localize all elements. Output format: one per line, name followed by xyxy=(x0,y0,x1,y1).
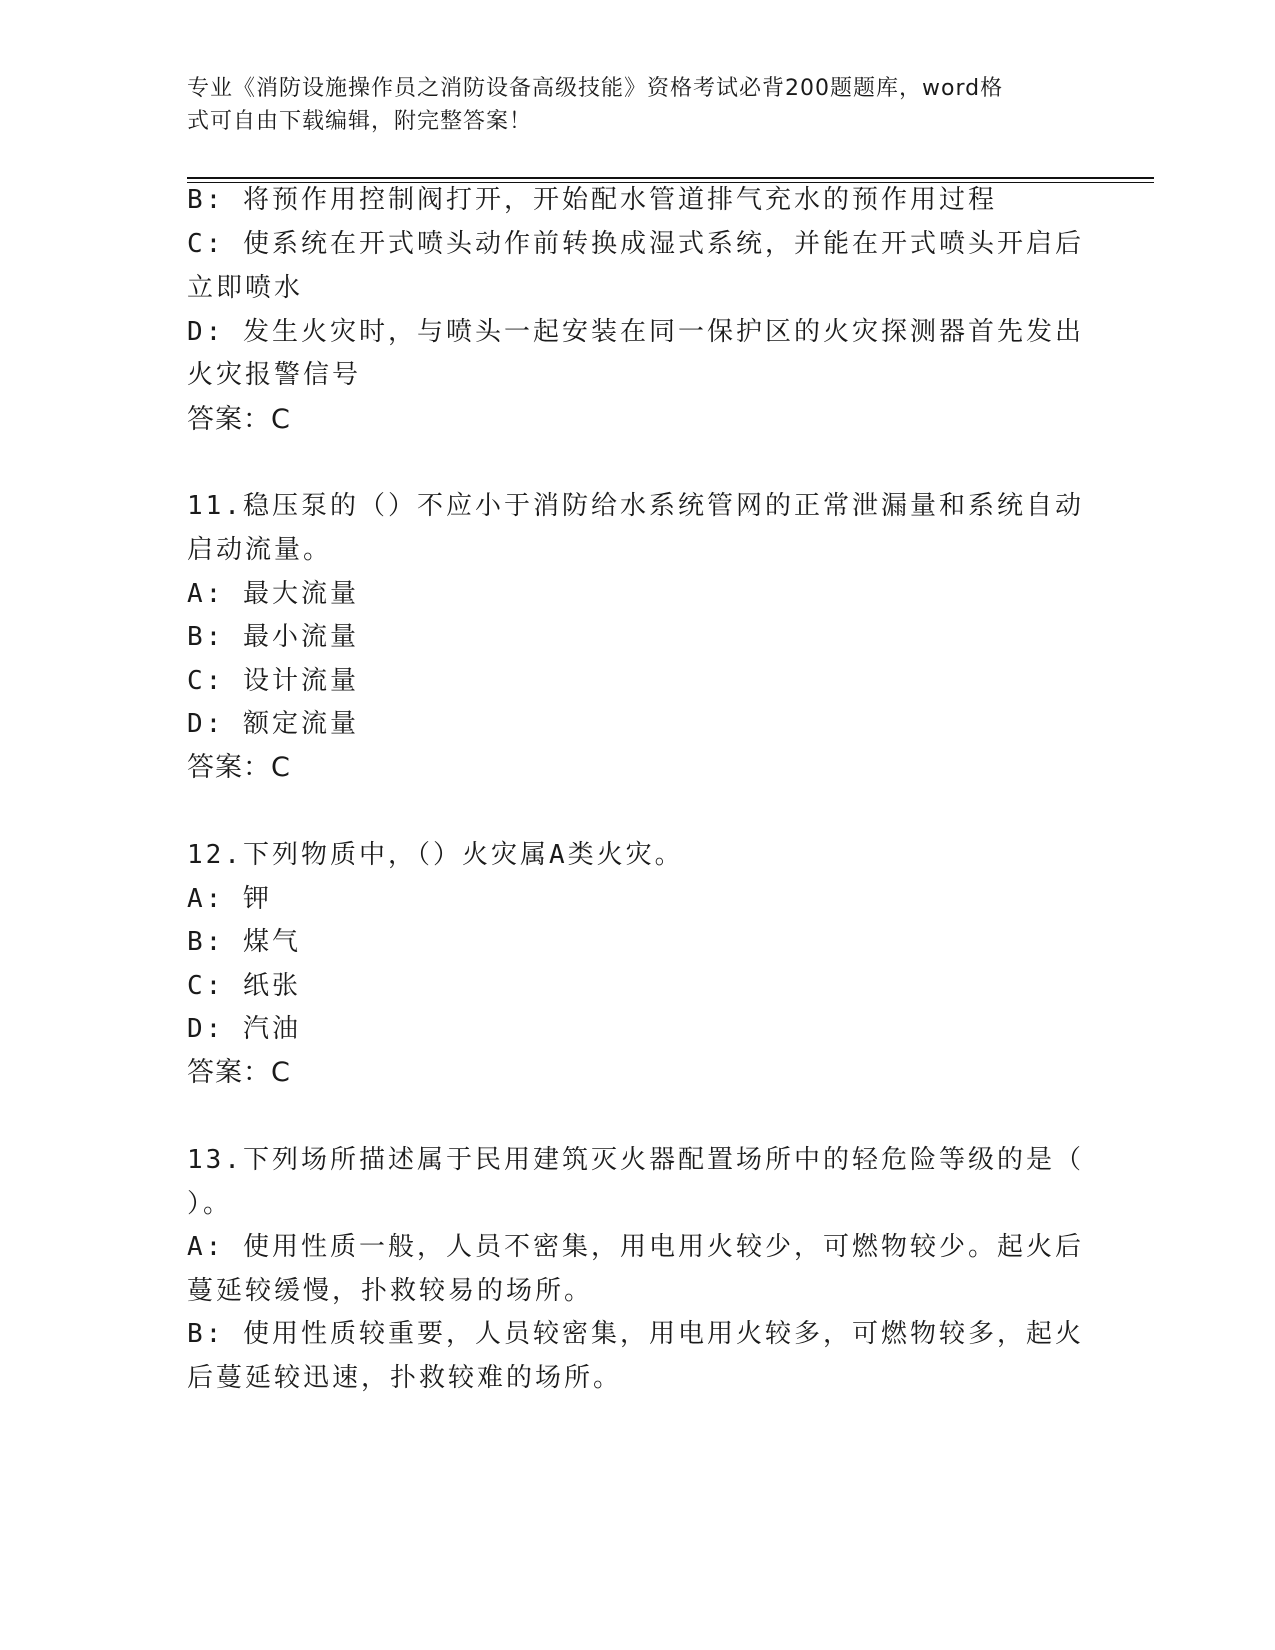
q13-stem-line-1: 13.下列场所描述属于民用建筑灭火器配置场所中的轻危险等级的是（ xyxy=(187,1145,1084,1175)
q13-option-a-line-2: 蔓延较缓慢，扑救较易的场所。 xyxy=(187,1276,594,1306)
q10-option-d-line-2: 火灾报警信号 xyxy=(187,360,362,390)
q10-option-c-line-2: 立即喷水 xyxy=(187,273,304,303)
q13-option-a-line-1: A: 使用性质一般，人员不密集，用电用火较少，可燃物较少。起火后 xyxy=(187,1232,1084,1262)
q12-stem: 12.下列物质中，（）火灾属A类火灾。 xyxy=(187,840,684,870)
q13-option-b-line-1: B: 使用性质较重要，人员较密集，用电用火较多，可燃物较多，起火 xyxy=(187,1319,1084,1349)
q11-option-b: B: 最小流量 xyxy=(187,622,359,652)
q12-answer: 答案：C xyxy=(187,1057,291,1088)
q12-option-d: D: 汽油 xyxy=(187,1014,301,1044)
q12-option-b: B: 煤气 xyxy=(187,927,301,957)
header-divider-thin xyxy=(187,182,1154,183)
q11-stem-line-1: 11.稳压泵的（）不应小于消防给水系统管网的正常泄漏量和系统自动 xyxy=(187,491,1084,521)
q10-option-d-line-1: D: 发生火灾时，与喷头一起安装在同一保护区的火灾探测器首先发出 xyxy=(187,317,1084,347)
q10-option-c-line-1: C: 使系统在开式喷头动作前转换成湿式系统，并能在开式喷头开启后 xyxy=(187,229,1084,259)
q11-option-c: C: 设计流量 xyxy=(187,666,359,696)
header-title-line-2: 式可自由下载编辑，附完整答案！ xyxy=(187,109,533,134)
header-title-line-1: 专业《消防设施操作员之消防设备高级技能》资格考试必背200题题库，word格 xyxy=(187,76,1004,101)
document-header xyxy=(187,72,1067,138)
q12-option-a: A: 钾 xyxy=(187,884,272,914)
q11-stem-line-2: 启动流量。 xyxy=(187,535,333,565)
q13-option-b-line-2: 后蔓延较迅速，扑救较难的场所。 xyxy=(187,1363,623,1393)
q11-option-a: A: 最大流量 xyxy=(187,579,359,609)
q13-stem-line-2: ）。 xyxy=(187,1189,233,1219)
q11-option-d: D: 额定流量 xyxy=(187,709,359,739)
q11-answer: 答案：C xyxy=(187,752,291,783)
header-divider-thick xyxy=(187,177,1154,179)
q10-answer: 答案：C xyxy=(187,404,291,435)
q10-option-b: B: 将预作用控制阀打开，开始配水管道排气充水的预作用过程 xyxy=(187,185,997,215)
q12-option-c: C: 纸张 xyxy=(187,971,301,1001)
